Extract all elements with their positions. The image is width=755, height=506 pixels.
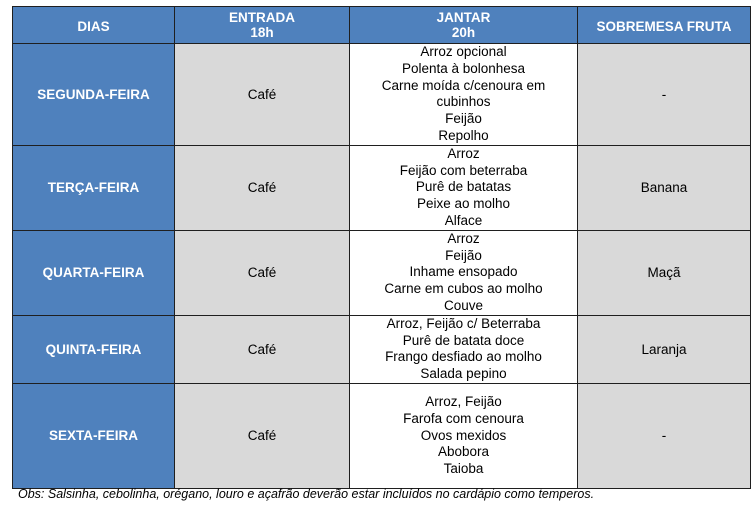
header-dinner — [350, 7, 578, 44]
dinner-item: Feijão — [445, 247, 482, 263]
dinner-item: Arroz — [447, 145, 480, 161]
dinner-item: Salada pepino — [420, 366, 507, 382]
dessert-cell: Laranja — [578, 315, 751, 383]
dinner-item: cubinhos — [436, 94, 491, 110]
dinner-item: Inhame ensopado — [409, 264, 518, 280]
dinner-item: Repolho — [438, 127, 489, 143]
table-header-row — [13, 7, 751, 44]
dinner-cell — [350, 315, 578, 383]
entry-cell: Café — [175, 383, 350, 488]
table-row — [13, 44, 751, 146]
dinner-item: Alface — [444, 212, 483, 228]
dinner-item: Arroz, Feijão c/ Beterraba — [386, 315, 541, 331]
day-cell: QUINTA-FEIRA — [13, 315, 175, 383]
table-row — [13, 145, 751, 230]
entry-cell: Café — [175, 315, 350, 383]
dinner-item: Arroz opcional — [420, 44, 507, 59]
dinner-item: Taioba — [443, 461, 484, 477]
dessert-cell: - — [578, 383, 751, 488]
day-cell: SEGUNDA-FEIRA — [13, 44, 175, 146]
header-entry-title: ENTRADA — [229, 10, 295, 25]
header-dessert: SOBREMESA FRUTA — [578, 7, 751, 44]
dinner-item: Polenta à bolonhesa — [401, 60, 526, 76]
day-cell: QUARTA-FEIRA — [13, 230, 175, 315]
dessert-cell: Banana — [578, 145, 751, 230]
dinner-cell — [350, 383, 578, 488]
dinner-cell — [350, 230, 578, 315]
weekly-menu-table — [12, 6, 751, 489]
footnote: Obs: Salsinha, cebolinha, orégano, louro e açafrão deverão estar incluídos no cardápio como temperos. — [18, 487, 595, 501]
dinner-item: Purê de batatas — [415, 179, 512, 195]
header-entry — [175, 7, 350, 44]
dinner-item: Feijão — [445, 111, 482, 127]
dinner-item: Couve — [443, 297, 484, 313]
dinner-item: Carne moída c/cenoura em — [381, 77, 546, 93]
dinner-item: Farofa com cenoura — [403, 410, 524, 426]
dinner-item: Arroz — [447, 230, 480, 246]
dinner-cell — [350, 44, 578, 146]
entry-cell: Café — [175, 145, 350, 230]
table-row — [13, 230, 751, 315]
dinner-item: Peixe ao molho — [416, 196, 511, 212]
header-dinner-title: JANTAR — [436, 10, 491, 25]
dessert-cell: - — [578, 44, 751, 146]
header-dinner-time: 20h — [451, 25, 476, 40]
dinner-item: Feijão com beterraba — [399, 162, 528, 178]
dinner-item: Carne em cubos ao molho — [384, 281, 543, 297]
day-cell: TERÇA-FEIRA — [13, 145, 175, 230]
day-cell: SEXTA-FEIRA — [13, 383, 175, 488]
dinner-item: Arroz, Feijão — [425, 393, 502, 409]
dessert-cell: Maçã — [578, 230, 751, 315]
entry-cell: Café — [175, 44, 350, 146]
dinner-item: Abobora — [437, 444, 490, 460]
dinner-item: Ovos mexidos — [420, 427, 507, 443]
table-row — [13, 315, 751, 383]
header-days: DIAS — [13, 7, 175, 44]
table-row — [13, 383, 751, 488]
dinner-cell — [350, 145, 578, 230]
dinner-item: Frango desfiado ao molho — [385, 349, 542, 365]
dinner-item: Purê de batata doce — [402, 332, 525, 348]
entry-cell: Café — [175, 230, 350, 315]
header-entry-time: 18h — [250, 25, 274, 40]
